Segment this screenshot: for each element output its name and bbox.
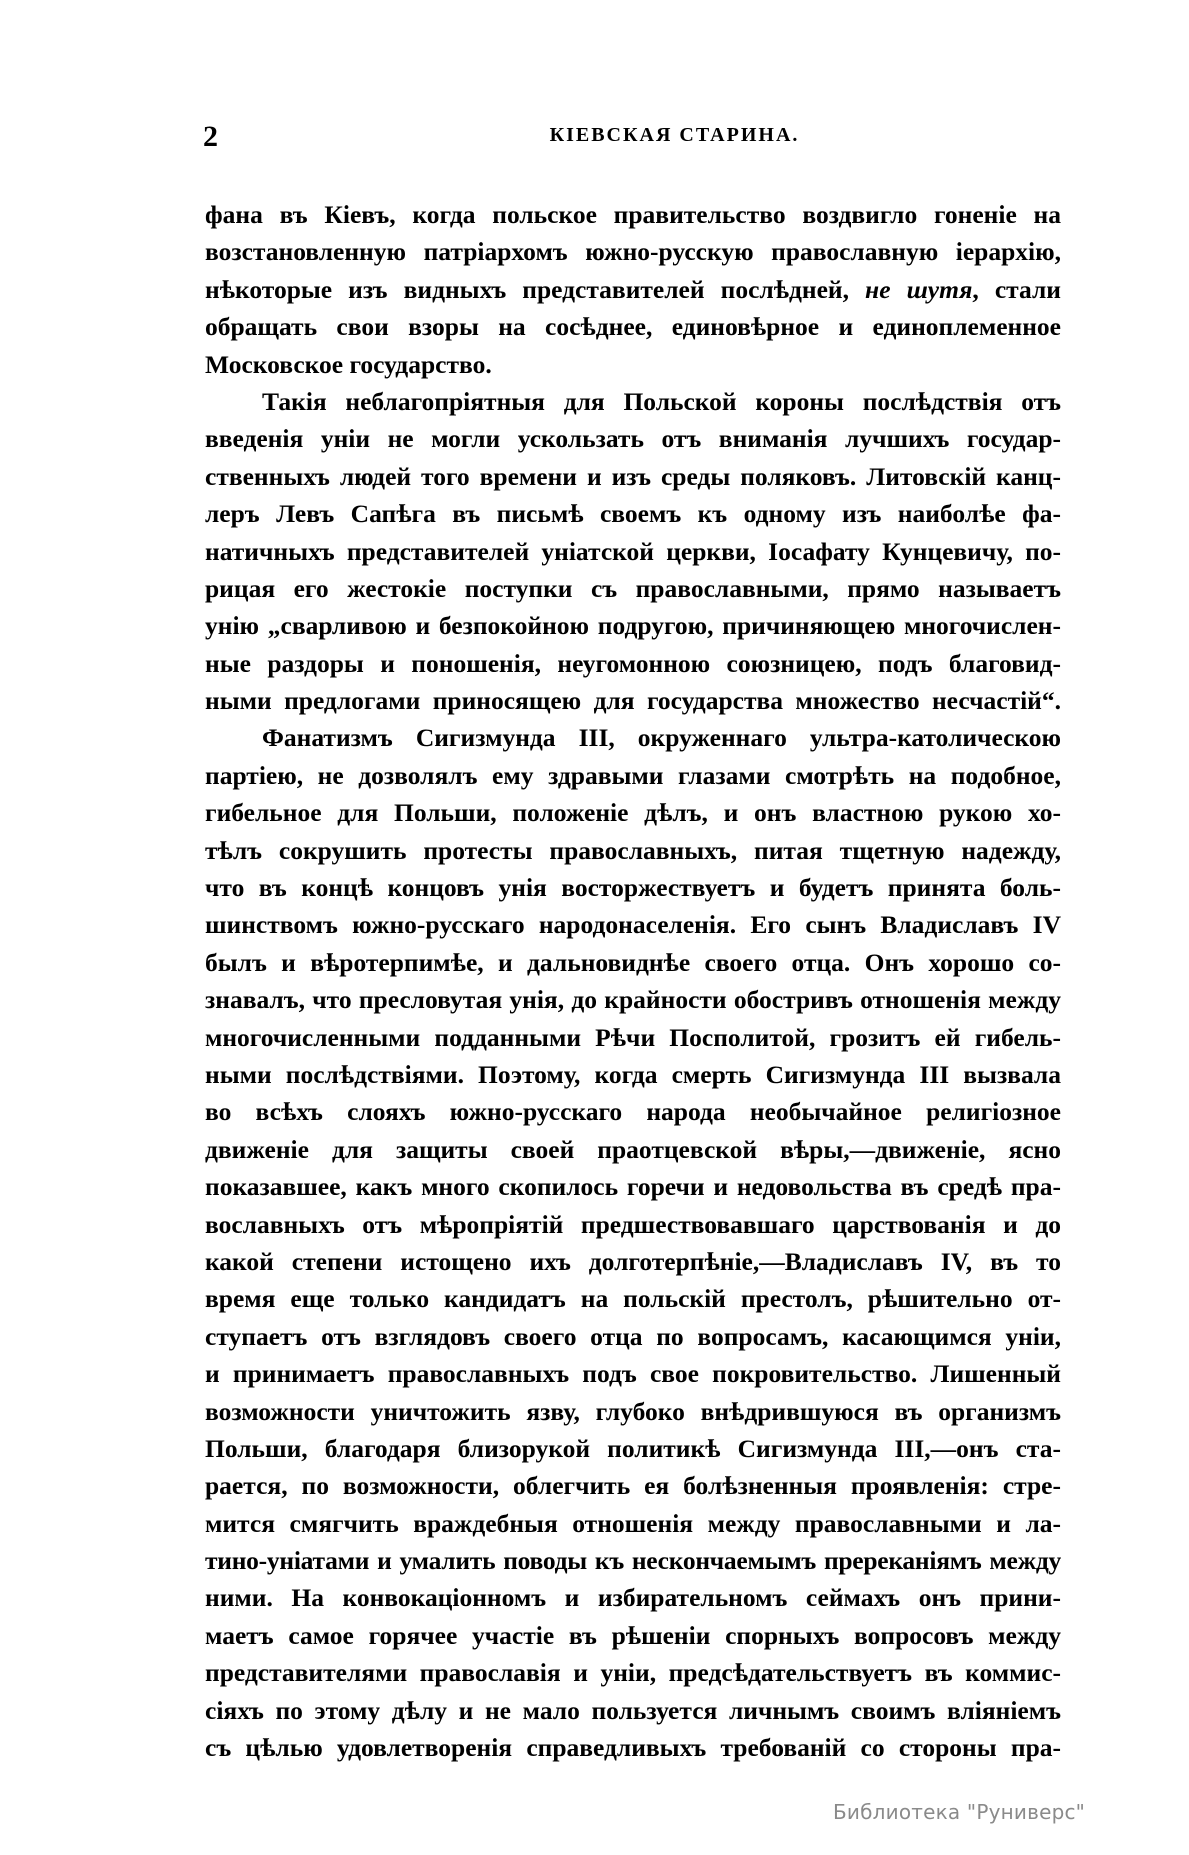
text-line: движеніе для защиты своей праотцевской вѣры,—движеніе, ясно <box>205 1134 1061 1164</box>
text-line: ственныхъ людей того времени и изъ среды поляковъ. Литовскій канц- <box>205 461 1061 491</box>
text-line: рицая его жестокіе поступки съ православными, прямо называетъ <box>205 573 1061 603</box>
text-line: тѣлъ сокрушить протесты православныхъ, питая тщетную надежду, <box>205 835 1061 865</box>
library-watermark: Библиотека "Руниверс" <box>833 1800 1086 1824</box>
text-line: шинствомъ южно-русскаго народонаселенія. Его сынъ Владиславъ IV <box>205 910 1061 940</box>
text-line: унію „сварливою и безпокойною подругою, причиняющею многочислен- <box>205 611 1061 641</box>
text-line: натичныхъ представителей уніатской церкви, Іосафату Кунцевичу, по- <box>205 536 1061 566</box>
text-line: какой степени истощено ихъ долготерпѣніе,—Владиславъ IV, въ то <box>205 1246 1061 1276</box>
text-line: знавалъ, что пресловутая унія, до крайности обостривъ отношенія между <box>205 985 1061 1015</box>
text-line: фана въ Кіевъ, когда польское правительство воздвигло гоненіе на <box>205 200 1061 229</box>
text-line: ними. На конвокаціонномъ и избирательномъ сеймахъ онъ прини- <box>205 1583 1061 1613</box>
text-line: Фанатизмъ Сигизмунда III, окруженнаго ультра-католическою <box>262 723 1061 753</box>
text-line: мится смягчить враждебныя отношенія между православными и ла- <box>205 1508 1061 1538</box>
text-segment: , стали <box>972 274 1061 304</box>
text-line: возможности уничтожить язву, глубоко внѣдрившуюся въ организмъ <box>205 1396 1061 1426</box>
text-line: многочисленными подданными Рѣчи Посполитой, грозитъ ей гибель- <box>205 1022 1061 1052</box>
text-line: что въ концѣ концовъ унія восторжествуетъ и будетъ принята боль- <box>205 873 1061 903</box>
text-line: ступаетъ отъ взглядовъ своего отца по вопросамъ, касающимся уніи, <box>205 1321 1061 1351</box>
text-line: съ цѣлью удовлетворенія справедливыхъ требованій со стороны пра- <box>205 1733 1061 1763</box>
text-line: рается, по возможности, облегчить ея болѣзненныя проявленія: стре- <box>205 1471 1061 1501</box>
text-line: былъ и вѣротерпимѣе, и дальновиднѣе своего отца. Онъ хорошо со- <box>205 947 1061 977</box>
text-line: гибельное для Польши, положеніе дѣлъ, и онъ властною рукою хо- <box>205 798 1061 828</box>
text-line: ными предлогами приносящею для государства множество несчастій“. <box>205 686 1061 716</box>
text-line: и принимаетъ православныхъ подъ свое покровительство. Лишенный <box>205 1359 1061 1389</box>
text-line: вославныхъ отъ мѣропріятій предшествовавшаго царствованія и до <box>205 1209 1061 1239</box>
text-line: введенія уніи не могли ускользать отъ вниманія лучшихъ государ- <box>205 424 1061 454</box>
text-line: сіяхъ по этому дѣлу и не мало пользуется личнымъ своимъ вліяніемъ <box>205 1695 1061 1725</box>
text-line: тино-уніатами и умалить поводы къ нескончаемымъ пререканіямъ между <box>205 1546 1061 1576</box>
text-line: ными послѣдствіями. Поэтому, когда смерть Сигизмунда III вызвала <box>205 1059 1061 1089</box>
text-line: Такія неблагопріятныя для Польской короны послѣдствія отъ <box>262 386 1061 416</box>
text-line: Польши, благодаря близорукой политикѣ Сигизмунда III,—онъ ста- <box>205 1433 1061 1463</box>
text-line: маетъ самое горячее участіе въ рѣшеніи спорныхъ вопросовъ между <box>205 1620 1061 1650</box>
body-text <box>205 200 1061 1770</box>
text-line: ные раздоры и поношенія, неугомонною союзницею, подъ благовид- <box>205 648 1061 678</box>
emphasized-text: не шутя <box>865 274 973 304</box>
page-number: 2 <box>203 120 218 153</box>
text-line: представителями православія и уніи, предсѣдательствуетъ въ коммис- <box>205 1658 1061 1688</box>
text-line <box>205 275 1061 312</box>
text-line: леръ Левъ Сапѣга въ письмѣ своемъ къ одному изъ наиболѣе фа- <box>205 499 1061 529</box>
text-line: Московское государство. <box>205 349 492 379</box>
text-line: обращать свои взоры на сосѣднее, единовѣрное и единоплеменное <box>205 312 1061 342</box>
text-line: партіею, не дозволялъ ему здравыми глазами смотрѣть на подобное, <box>205 760 1061 790</box>
text-line: время еще только кандидатъ на польскій престолъ, рѣшительно от- <box>205 1284 1061 1314</box>
text-line: возстановленную патріархомъ южно-русскую православную іерархію, <box>205 237 1061 267</box>
text-line: показавшее, какъ много скопилось горечи и недовольства въ средѣ пра- <box>205 1172 1061 1202</box>
text-segment: нѣкоторые изъ видныхъ представителей послѣдней, <box>205 274 866 304</box>
text-line: во всѣхъ слояхъ южно-русскаго народа необычайное религіозное <box>205 1097 1061 1127</box>
running-title: КІЕВСКАЯ СТАРИНА. <box>549 124 800 146</box>
